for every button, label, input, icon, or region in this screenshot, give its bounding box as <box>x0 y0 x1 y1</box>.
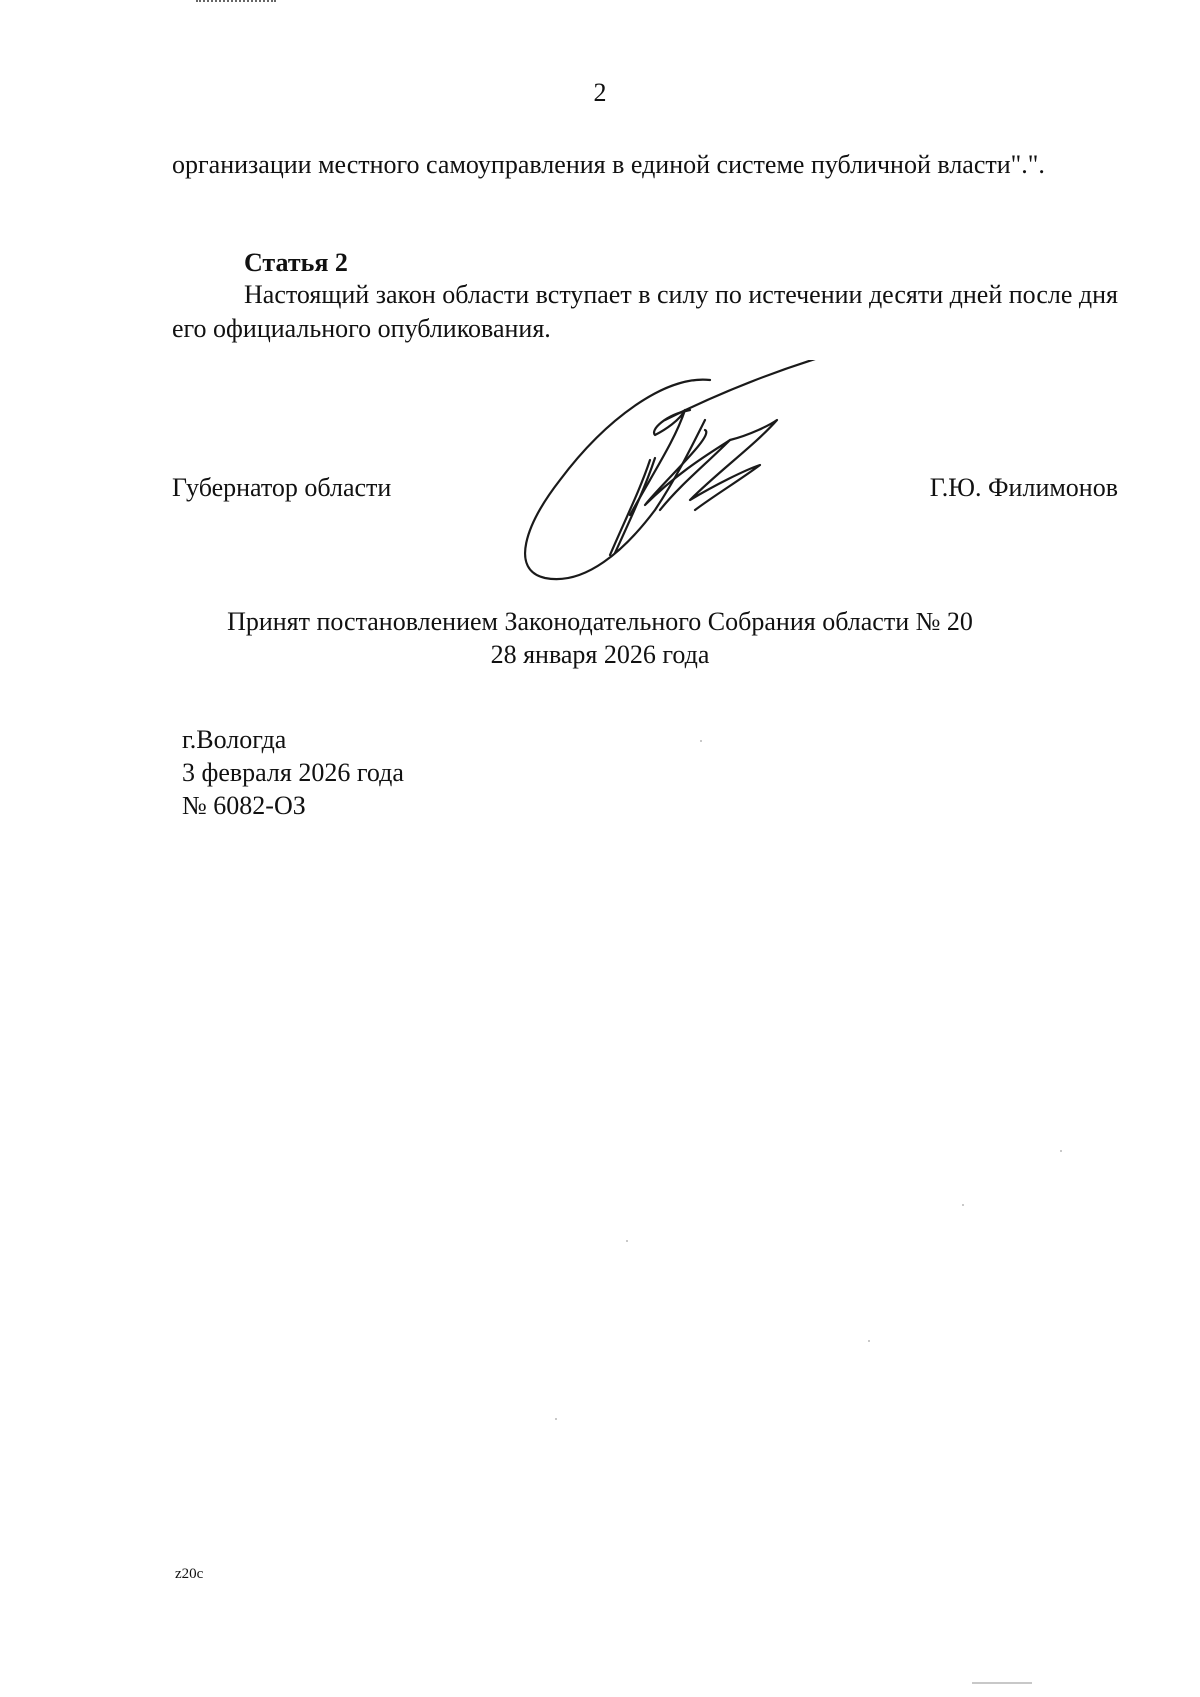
page-number: 2 <box>593 78 607 107</box>
signatory-position: Губернатор области <box>172 473 392 502</box>
scan-speck <box>700 740 702 742</box>
article-paragraph: Настоящий закон области вступает в силу по истечении десяти дней после дня его официального опубликования. <box>172 280 1118 343</box>
footer-code: z20c <box>175 1566 204 1582</box>
scan-speck <box>1060 1150 1062 1152</box>
scan-speck <box>555 1418 557 1420</box>
adoption-note <box>0 605 1200 671</box>
signatory-name: Г.Ю. Филимонов <box>929 473 1118 502</box>
scan-edge-artifact <box>196 0 276 5</box>
scan-speck <box>868 1340 870 1342</box>
adoption-line-1: Принят постановлением Законодательного Собрания области № 20 <box>227 607 973 636</box>
adoption-line-2: 28 января 2026 года <box>490 640 710 669</box>
law-number: № 6082-ОЗ <box>182 791 306 820</box>
signing-date: 3 февраля 2026 года <box>182 758 404 787</box>
article-title: Статья 2 <box>244 248 348 277</box>
continued-paragraph: организации местного самоуправления в единой системе публичной власти".". <box>172 150 1045 179</box>
place-date-block <box>182 723 404 822</box>
city: г.Вологда <box>182 725 287 754</box>
scan-speck <box>626 1240 628 1242</box>
scan-edge-artifact <box>972 1682 1032 1684</box>
handwritten-signature <box>515 360 850 585</box>
scan-speck <box>962 1204 964 1206</box>
